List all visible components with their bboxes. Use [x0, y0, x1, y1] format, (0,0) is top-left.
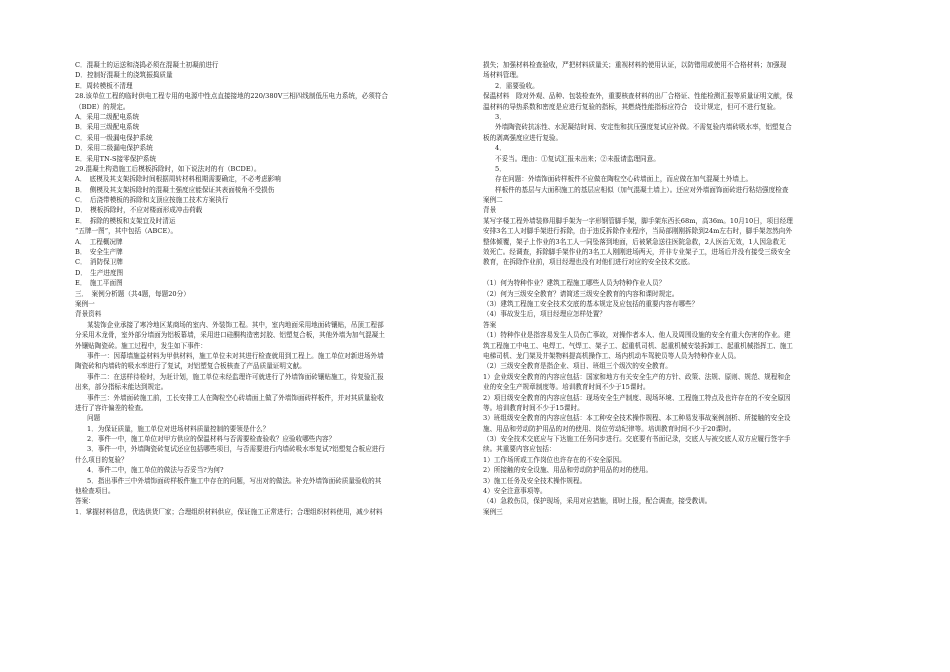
- text-line: C．采用一级漏电保护系统: [75, 133, 153, 142]
- text-line: D．采用二级漏电保护系统: [75, 144, 153, 153]
- text-line: 电梯司机、龙门架及井架物料提高机操作工、场内机动车驾驶员等人员为特种作业人员。: [483, 351, 741, 360]
- text-line: 1）工作场所或工作岗位也许存在的不安全原因。: [483, 455, 626, 464]
- text-line: 事件二：在送样待检时，为赶计划，施工单位未经监理许可就进行了外墙饰面砖镶贴施工，待复验汇报: [87, 372, 384, 381]
- text-line: 2．事件一中，施工单位对甲方供应的保温材料与否需要检查验收？应验收哪些内容？: [87, 435, 336, 444]
- text-line: 3．事件一中，外墙陶瓷砖复试还应包括哪些项目，与否需要进行内墙砖吸水率复试?铝塑复合板应进行: [87, 445, 385, 454]
- text-line: 案例二: [483, 196, 503, 205]
- text-line: D． 模板拆除时，不应对楼面形成冲击荷载: [75, 206, 203, 215]
- text-line: 3．: [495, 112, 506, 121]
- text-line: （3）安全技术交底应与下达施工任务同步进行。交底要有书面记录，交底人与被交底人双方应履行签字手: [483, 435, 791, 444]
- text-line: 1）企业级安全教育的内容应包括：国家和地方有关安全生产的方针、政策、法规、原则、规范、规程和企: [483, 372, 791, 381]
- text-line: 答案: [483, 320, 497, 329]
- text-line: E． 拆除的模板和支架宜及时清运: [75, 216, 176, 225]
- text-line: 板的剥离强度应进行复验。: [483, 133, 563, 142]
- text-line: 分采用木龙骨，室外部分墙面为铝板幕墙，采用进口硅酮构造密封胶、铝塑复合板，其他外墙为加气混凝土: [75, 331, 385, 340]
- text-line: 案例三: [483, 507, 503, 516]
- text-line: 28.该单位工程的临时供电工程专用的电源中性点直接接地的220/380V三相四线制低压电力系统，必须符合: [75, 92, 388, 101]
- text-line: B． 侧模及其支架拆除时的混凝土强度应能保证其表面棱角不受损伤: [75, 185, 275, 194]
- text-line: 2）项目级安全教育的内容应包括：现场安全生产制度、现场环境、工程施工特点及也许存在的不安全原因: [483, 393, 791, 402]
- text-line: 外墙陶瓷砖抗冻性、水泥凝结时间、安定性和抗压强度复试应补做。不需复验内墙砖吸水率，铝塑复合: [495, 123, 792, 132]
- text-line: 等。培训教育时间不少于15课时。: [483, 403, 584, 412]
- text-line: 业的安全生产规章制度等。培训教育时间不少于15课时。: [483, 383, 650, 392]
- text-line: 背景资料: [75, 310, 102, 319]
- text-line: 4．事件二中，施工单位的做法与否妥当?为何?: [87, 466, 224, 475]
- text-line: 事件三：外墙面砖施工前，工长安排工人在陶粒空心砖墙面上做了外墙饰面砖样板件，并对其质量验收: [87, 393, 384, 402]
- text-line: C． 消防保卫牌: [75, 258, 123, 267]
- text-line: 背景: [483, 206, 497, 215]
- text-line: 温材料的导热系数和密度是应进行复验的指标，其燃烧性能指标应符合 设计规定，但可不进行复验。: [483, 102, 780, 111]
- text-line: 什么项目的复验？: [75, 455, 128, 464]
- text-line: E． 施工平面图: [75, 279, 123, 288]
- left-column: [75, 60, 458, 517]
- text-line: D．控制好混凝土的浇筑振捣质量: [75, 71, 173, 80]
- text-line: 29.混凝土构造施工后模板拆除时，如下说法对的有（BCDE）。: [75, 164, 261, 173]
- text-line: （2）三级安全教育是指企业、项目、班组三个级次的安全教育。: [483, 362, 672, 371]
- text-line: 5．: [495, 164, 506, 173]
- text-line: （4）急救伤员，保护现场，采用对应措施，即时上报，配合调查，接受教训。: [483, 497, 712, 506]
- text-line: （4）事故发生后，项目经理应怎样处置？: [483, 310, 606, 319]
- text-line: 效死亡。经调查，拆除脚手架作业的3名工人刚刚进场两天，并非专业架子工，进场后并没有接受三级安全: [483, 248, 791, 257]
- text-line: 施、用品和劳动防护用品的对的使用、岗位劳动纪律等。培训教育时间不少于20课时。: [483, 424, 736, 433]
- text-line: 进行了容许偏差的检查。: [75, 403, 148, 412]
- text-line: （2）何为三级安全教育？请简述三级安全教育的内容和课时规定。: [483, 289, 679, 298]
- text-line: 三． 案例分析题（共4题，每题20分）: [75, 289, 190, 298]
- text-line: 案例一: [75, 299, 95, 308]
- text-line: A．采用二级配电系统: [75, 112, 140, 121]
- text-line: 答案：: [75, 497, 95, 506]
- text-line: 1．为保证质量，施工单位对进场材料质量控制的要领是什么？: [87, 424, 270, 433]
- text-line: 某装饰企业承接了寒冷地区某商场的室内、外装饰工程。其中，室内地面采用地面砖镶贴，吊顶工程部: [87, 320, 384, 329]
- text-line: 陶瓷砖和内墙砖的吸水率进行了复试，对铝塑复合板核查了产品质量证明文献。: [75, 362, 306, 371]
- text-line: 损失；加强材料检查验收，严把材料质量关；重视材料的使用认证，以防错用或使用不合格材料；加强现: [483, 61, 787, 69]
- text-line: 问题: [87, 414, 101, 423]
- text-line: 他检查项目。: [75, 487, 115, 496]
- text-line: “五牌一图”，其中包括（ABCE）。: [75, 227, 178, 236]
- right-column: [483, 60, 866, 517]
- text-line: [483, 268, 866, 278]
- text-line: C．混凝土的运送和浇捣必须在混凝土初凝前进行: [75, 61, 219, 69]
- text-line: C． 后浇带模板的拆除和支顶应按施工技术方案执行: [75, 196, 229, 205]
- text-line: 整体倾覆，架子上作业的3名工人一同坠落到地面，后被紧急送往医院急救，2人医治无效，1人因急救无: [483, 237, 786, 246]
- text-line: 续。其重要内容应包括：: [483, 445, 556, 454]
- text-line: 筑工程施工中电工、电焊工、气焊工、架子工、起重机司机、起重机械安装拆卸工、起重机械指挥工、施工: [483, 341, 793, 350]
- text-line: 3）班组级安全教育的内容应包括：本工种安全技术操作规程、本工种易发事故案例剖析、所接触的安全设: [483, 414, 791, 423]
- text-line: 4）安全注意事项等。: [483, 487, 547, 496]
- text-line: E．采用TN-S接零保护系统: [75, 154, 157, 163]
- text-line: （3）建筑工程施工安全技术交底的基本规定及应包括的重要内容有哪些？: [483, 299, 699, 308]
- text-line: 1．掌握材料信息，优选供货厂家；合理组织材料供应，保证施工正常进行；合理组织材料使用，减少材料: [75, 507, 383, 516]
- text-line: 样板件的基层与大面积施工的基层应相似（加气混凝土墙上）。还应对外墙面饰面砖进行粘结强度检查: [495, 185, 789, 194]
- text-line: 保温材料 除对外观、品种、包装检查外，重要核查材料的出厂合格证、性能检测汇报等质量证明文献，保: [483, 92, 793, 101]
- text-line: （BDE）的规定。: [75, 102, 130, 111]
- text-line: 不妥当。理由：①复试汇报未出来；②未报请监理同意。: [495, 154, 660, 163]
- text-line: 出来，部分指标未能达到规定。: [75, 383, 168, 392]
- text-line: B．采用三级配电系统: [75, 123, 140, 132]
- text-line: 某写字楼工程外墙装修用脚手架为一字形钢管脚手架，脚手架东西长68m，高36m。10月10日，项目经理: [483, 216, 793, 225]
- text-line: 安排3名工人对脚手架进行拆除，由于违反拆除作业程序，当局部刚刚拆除到24m左右时，脚手架忽然向外: [483, 227, 792, 236]
- text-line: （1）何为特种作业？建筑工程施工哪些人员为特种作业人员？: [483, 279, 666, 288]
- text-line: 2）所接触的安全设施、用品和劳动防护用品的对的使用。: [483, 466, 653, 475]
- text-line: 5．指出事件三中外墙饰面砖样板件施工中存在的问题，写出对的做法。补充外墙饰面砖质量验收的其: [87, 476, 382, 485]
- text-line: （1）特种作业是指容易发生人员伤亡事故，对操作者本人、他人及周围设施的安全有重大伤害的作业。建: [483, 331, 791, 340]
- text-line: 事件一：因幕墙施益材料为甲供材料，施工单位未对其进行检查就用到工程上。施工单位对新进场外墙: [87, 351, 384, 360]
- text-line: E．周转模板不清理: [75, 81, 133, 90]
- text-line: 3）施工任务及安全技术操作规程。: [483, 476, 587, 485]
- text-line: 4．: [495, 144, 506, 153]
- text-line: 存在问题：外墙饰面砖样板件不应做在陶粒空心砖墙面上，而应做在加气混凝土外墙上。: [495, 175, 753, 184]
- text-line: 2．需要验收。: [495, 81, 539, 90]
- text-line: D． 生产进度图: [75, 268, 124, 277]
- text-line: A． 底模及其支架拆除时间根据周转材料租期需要确定，不必考虑影响: [75, 175, 281, 184]
- text-line: 教育，在拆除作业前，项目经理也没有对他们进行对应的安全技术交底。: [483, 258, 694, 267]
- text-line: 场材料管理。: [483, 71, 523, 80]
- text-line: B． 安全生产牌: [75, 248, 123, 257]
- text-line: 外镶贴陶瓷砖。施工过程中，发生如下事件：: [75, 341, 207, 350]
- text-line: A． 工程概况牌: [75, 237, 123, 246]
